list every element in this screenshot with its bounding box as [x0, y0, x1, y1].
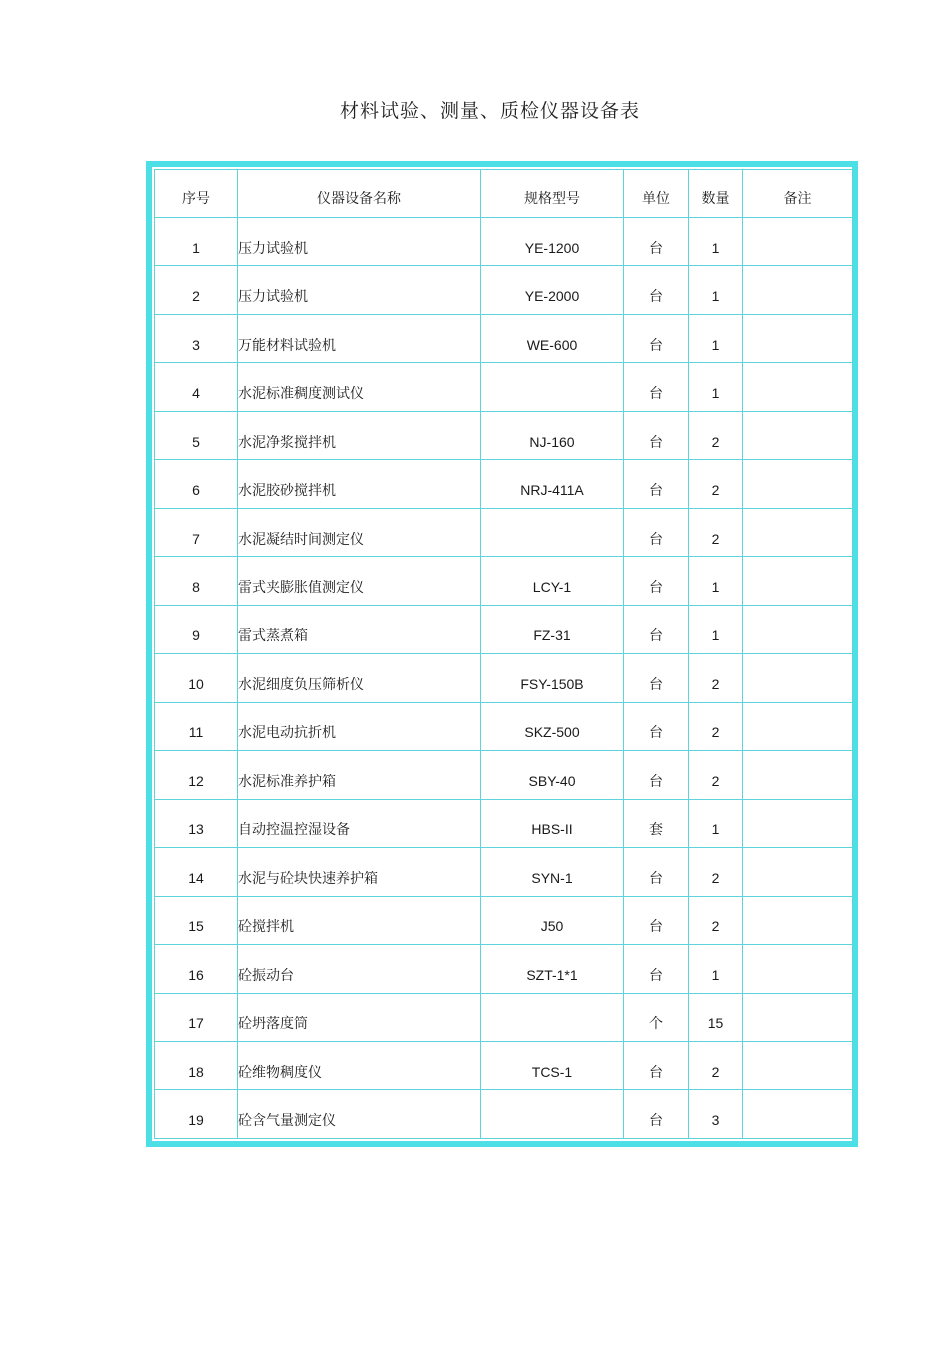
cell-unit: 台 — [624, 848, 689, 896]
cell-note — [743, 1041, 853, 1089]
cell-model: LCY-1 — [481, 557, 624, 605]
cell-model: NRJ-411A — [481, 460, 624, 508]
cell-note — [743, 848, 853, 896]
table-row — [155, 799, 853, 847]
table-row — [155, 314, 853, 362]
cell-name: 水泥标准稠度测试仪 — [238, 363, 481, 411]
cell-note — [743, 557, 853, 605]
cell-note — [743, 314, 853, 362]
cell-name: 水泥标准养护箱 — [238, 751, 481, 799]
cell-model: FSY-150B — [481, 654, 624, 702]
cell-note — [743, 993, 853, 1041]
cell-unit: 套 — [624, 799, 689, 847]
table-row — [155, 605, 853, 653]
cell-name: 水泥胶砂搅拌机 — [238, 460, 481, 508]
page-title: 材料试验、测量、质检仪器设备表 — [339, 100, 640, 122]
header-unit: 单位 — [624, 170, 689, 218]
cell-qty: 1 — [689, 218, 743, 266]
cell-model: WE-600 — [481, 314, 624, 362]
cell-name: 雷式夹膨胀值测定仪 — [238, 557, 481, 605]
cell-qty: 2 — [689, 848, 743, 896]
cell-unit: 台 — [624, 751, 689, 799]
cell-no: 6 — [155, 460, 238, 508]
cell-name: 水泥电动抗折机 — [238, 702, 481, 750]
cell-qty: 2 — [689, 751, 743, 799]
cell-unit: 个 — [624, 993, 689, 1041]
cell-model — [481, 993, 624, 1041]
table-row — [155, 702, 853, 750]
cell-name: 压力试验机 — [238, 266, 481, 314]
cell-no: 12 — [155, 751, 238, 799]
cell-name: 水泥凝结时间测定仪 — [238, 508, 481, 556]
header-qty: 数量 — [689, 170, 743, 218]
table-row — [155, 363, 853, 411]
cell-qty: 2 — [689, 460, 743, 508]
cell-name: 水泥净浆搅拌机 — [238, 411, 481, 459]
cell-model: NJ-160 — [481, 411, 624, 459]
equipment-table — [154, 169, 853, 1139]
table-row — [155, 896, 853, 944]
table-row — [155, 460, 853, 508]
cell-note — [743, 266, 853, 314]
cell-no: 4 — [155, 363, 238, 411]
cell-note — [743, 411, 853, 459]
cell-qty: 2 — [689, 508, 743, 556]
cell-model: YE-2000 — [481, 266, 624, 314]
header-name: 仪器设备名称 — [238, 170, 481, 218]
cell-no: 9 — [155, 605, 238, 653]
cell-qty: 15 — [689, 993, 743, 1041]
cell-no: 15 — [155, 896, 238, 944]
table-row — [155, 266, 853, 314]
cell-name: 砼振动台 — [238, 945, 481, 993]
cell-model: SBY-40 — [481, 751, 624, 799]
cell-model: SKZ-500 — [481, 702, 624, 750]
cell-unit: 台 — [624, 1041, 689, 1089]
cell-qty: 2 — [689, 411, 743, 459]
cell-no: 14 — [155, 848, 238, 896]
cell-qty: 1 — [689, 557, 743, 605]
cell-unit: 台 — [624, 557, 689, 605]
cell-qty: 1 — [689, 799, 743, 847]
cell-no: 3 — [155, 314, 238, 362]
cell-no: 17 — [155, 993, 238, 1041]
cell-note — [743, 896, 853, 944]
table-header-row — [155, 170, 853, 218]
cell-qty: 2 — [689, 896, 743, 944]
table-body — [155, 218, 853, 1139]
cell-qty: 2 — [689, 1041, 743, 1089]
cell-name: 压力试验机 — [238, 218, 481, 266]
cell-qty: 2 — [689, 702, 743, 750]
cell-unit: 台 — [624, 605, 689, 653]
cell-note — [743, 605, 853, 653]
cell-no: 7 — [155, 508, 238, 556]
table-row — [155, 654, 853, 702]
cell-unit: 台 — [624, 266, 689, 314]
cell-no: 16 — [155, 945, 238, 993]
cell-note — [743, 702, 853, 750]
table-row — [155, 557, 853, 605]
cell-note — [743, 1090, 853, 1139]
cell-model: HBS-II — [481, 799, 624, 847]
cell-unit: 台 — [624, 654, 689, 702]
cell-qty: 1 — [689, 363, 743, 411]
table-row — [155, 508, 853, 556]
cell-no: 10 — [155, 654, 238, 702]
table-row — [155, 993, 853, 1041]
cell-note — [743, 654, 853, 702]
cell-name: 砼维物稠度仪 — [238, 1041, 481, 1089]
cell-no: 8 — [155, 557, 238, 605]
cell-no: 18 — [155, 1041, 238, 1089]
cell-model — [481, 1090, 624, 1139]
table-row — [155, 218, 853, 266]
cell-unit: 台 — [624, 314, 689, 362]
cell-qty: 1 — [689, 605, 743, 653]
cell-name: 万能材料试验机 — [238, 314, 481, 362]
cell-unit: 台 — [624, 702, 689, 750]
cell-no: 5 — [155, 411, 238, 459]
header-model: 规格型号 — [481, 170, 624, 218]
cell-qty: 3 — [689, 1090, 743, 1139]
cell-qty: 1 — [689, 945, 743, 993]
cell-model: TCS-1 — [481, 1041, 624, 1089]
table-row — [155, 848, 853, 896]
cell-model: YE-1200 — [481, 218, 624, 266]
cell-note — [743, 460, 853, 508]
table-row — [155, 751, 853, 799]
table-row — [155, 1041, 853, 1089]
cell-model: SZT-1*1 — [481, 945, 624, 993]
cell-name: 雷式蒸煮箱 — [238, 605, 481, 653]
cell-model: J50 — [481, 896, 624, 944]
cell-name: 砼搅拌机 — [238, 896, 481, 944]
cell-no: 19 — [155, 1090, 238, 1139]
cell-model — [481, 363, 624, 411]
cell-name: 砼含气量测定仪 — [238, 1090, 481, 1139]
cell-unit: 台 — [624, 363, 689, 411]
cell-note — [743, 363, 853, 411]
cell-qty: 1 — [689, 314, 743, 362]
cell-unit: 台 — [624, 218, 689, 266]
cell-note — [743, 945, 853, 993]
cell-note — [743, 218, 853, 266]
cell-unit: 台 — [624, 508, 689, 556]
cell-unit: 台 — [624, 411, 689, 459]
table-row — [155, 411, 853, 459]
cell-model: FZ-31 — [481, 605, 624, 653]
cell-no: 11 — [155, 702, 238, 750]
cell-name: 砼坍落度筒 — [238, 993, 481, 1041]
equipment-table-frame — [146, 161, 858, 1147]
cell-name: 自动控温控湿设备 — [238, 799, 481, 847]
table-row — [155, 945, 853, 993]
cell-model — [481, 508, 624, 556]
cell-note — [743, 508, 853, 556]
cell-unit: 台 — [624, 460, 689, 508]
table-row — [155, 1090, 853, 1139]
cell-no: 13 — [155, 799, 238, 847]
cell-model: SYN-1 — [481, 848, 624, 896]
header-no: 序号 — [155, 170, 238, 218]
header-note: 备注 — [743, 170, 853, 218]
cell-name: 水泥细度负压筛析仪 — [238, 654, 481, 702]
cell-note — [743, 799, 853, 847]
cell-qty: 2 — [689, 654, 743, 702]
cell-unit: 台 — [624, 945, 689, 993]
cell-no: 2 — [155, 266, 238, 314]
cell-no: 1 — [155, 218, 238, 266]
cell-qty: 1 — [689, 266, 743, 314]
cell-name: 水泥与砼块快速养护箱 — [238, 848, 481, 896]
cell-unit: 台 — [624, 1090, 689, 1139]
cell-unit: 台 — [624, 896, 689, 944]
cell-note — [743, 751, 853, 799]
